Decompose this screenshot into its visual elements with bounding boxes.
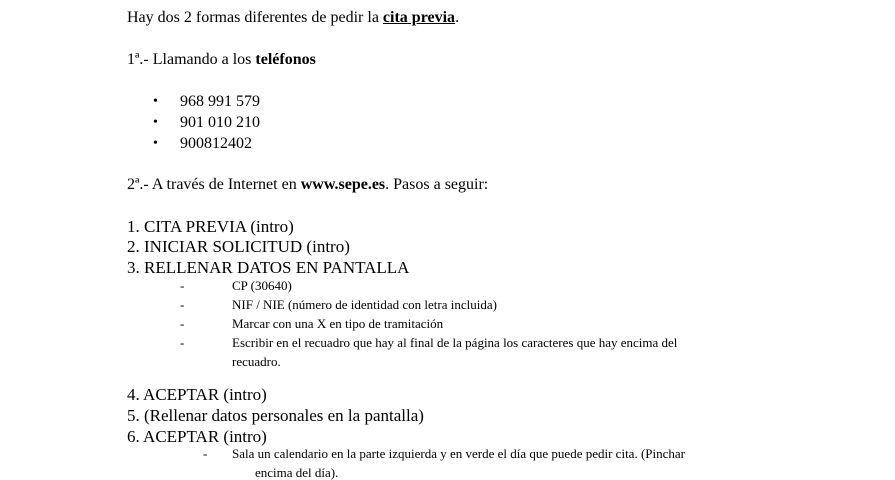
method2-text: A través de Internet en bbox=[148, 176, 301, 193]
substep-cp: CP (30640) bbox=[232, 278, 292, 293]
phone-2: 901 010 210 bbox=[180, 114, 260, 131]
step-5: 5. (Rellenar datos personales en la pantalla) bbox=[127, 406, 424, 425]
method1-heading bbox=[127, 52, 316, 68]
method1-label: 1ª.- bbox=[127, 51, 149, 68]
calendar-note: Sala un calendario en la parte izquierda y en verde el día que puede pedir cita. (Pinchar bbox=[232, 446, 685, 461]
dash-icon: - bbox=[180, 316, 185, 331]
intro-line bbox=[127, 10, 459, 26]
dash-icon: - bbox=[203, 446, 208, 461]
step-3: 3. RELLENAR DATOS EN PANTALLA bbox=[127, 258, 410, 277]
bullet-icon: • bbox=[153, 94, 158, 109]
dash-icon: - bbox=[180, 335, 185, 350]
cita-previa-link[interactable]: cita previa bbox=[382, 9, 456, 26]
method2-label: 2ª.- bbox=[127, 176, 149, 193]
bullet-icon: • bbox=[153, 115, 158, 130]
step-6: 6. ACEPTAR (intro) bbox=[127, 427, 267, 446]
method1-text: Llamando a los bbox=[148, 51, 256, 68]
method1-bold: teléfonos bbox=[255, 51, 316, 68]
substep-marcar: Marcar con una X en tipo de tramitación bbox=[232, 316, 444, 331]
dash-icon: - bbox=[180, 297, 185, 312]
bullet-icon: • bbox=[153, 136, 158, 151]
method2-text-after: . Pasos a seguir: bbox=[385, 176, 489, 193]
intro-text: Hay dos 2 formas diferentes de pedir la bbox=[127, 9, 383, 26]
step-1: 1. CITA PREVIA (intro) bbox=[127, 217, 294, 236]
phone-1: 968 991 579 bbox=[180, 93, 260, 110]
step-2: 2. INICIAR SOLICITUD (intro) bbox=[127, 237, 350, 256]
substep-escribir: Escribir en el recuadro que hay al final de la página los caracteres que hay encima del bbox=[232, 335, 678, 350]
substep-escribir-cont: recuadro. bbox=[232, 354, 281, 369]
method2-heading bbox=[127, 177, 488, 193]
sepe-link[interactable]: www.sepe.es bbox=[300, 176, 386, 193]
phone-3: 900812402 bbox=[180, 135, 252, 152]
step-4: 4. ACEPTAR (intro) bbox=[127, 385, 267, 404]
substep-nif: NIF / NIE (número de identidad con letra incluida) bbox=[232, 297, 497, 312]
intro-period: . bbox=[455, 9, 460, 26]
calendar-note-cont: encima del día). bbox=[255, 465, 339, 480]
dash-icon: - bbox=[180, 278, 185, 293]
